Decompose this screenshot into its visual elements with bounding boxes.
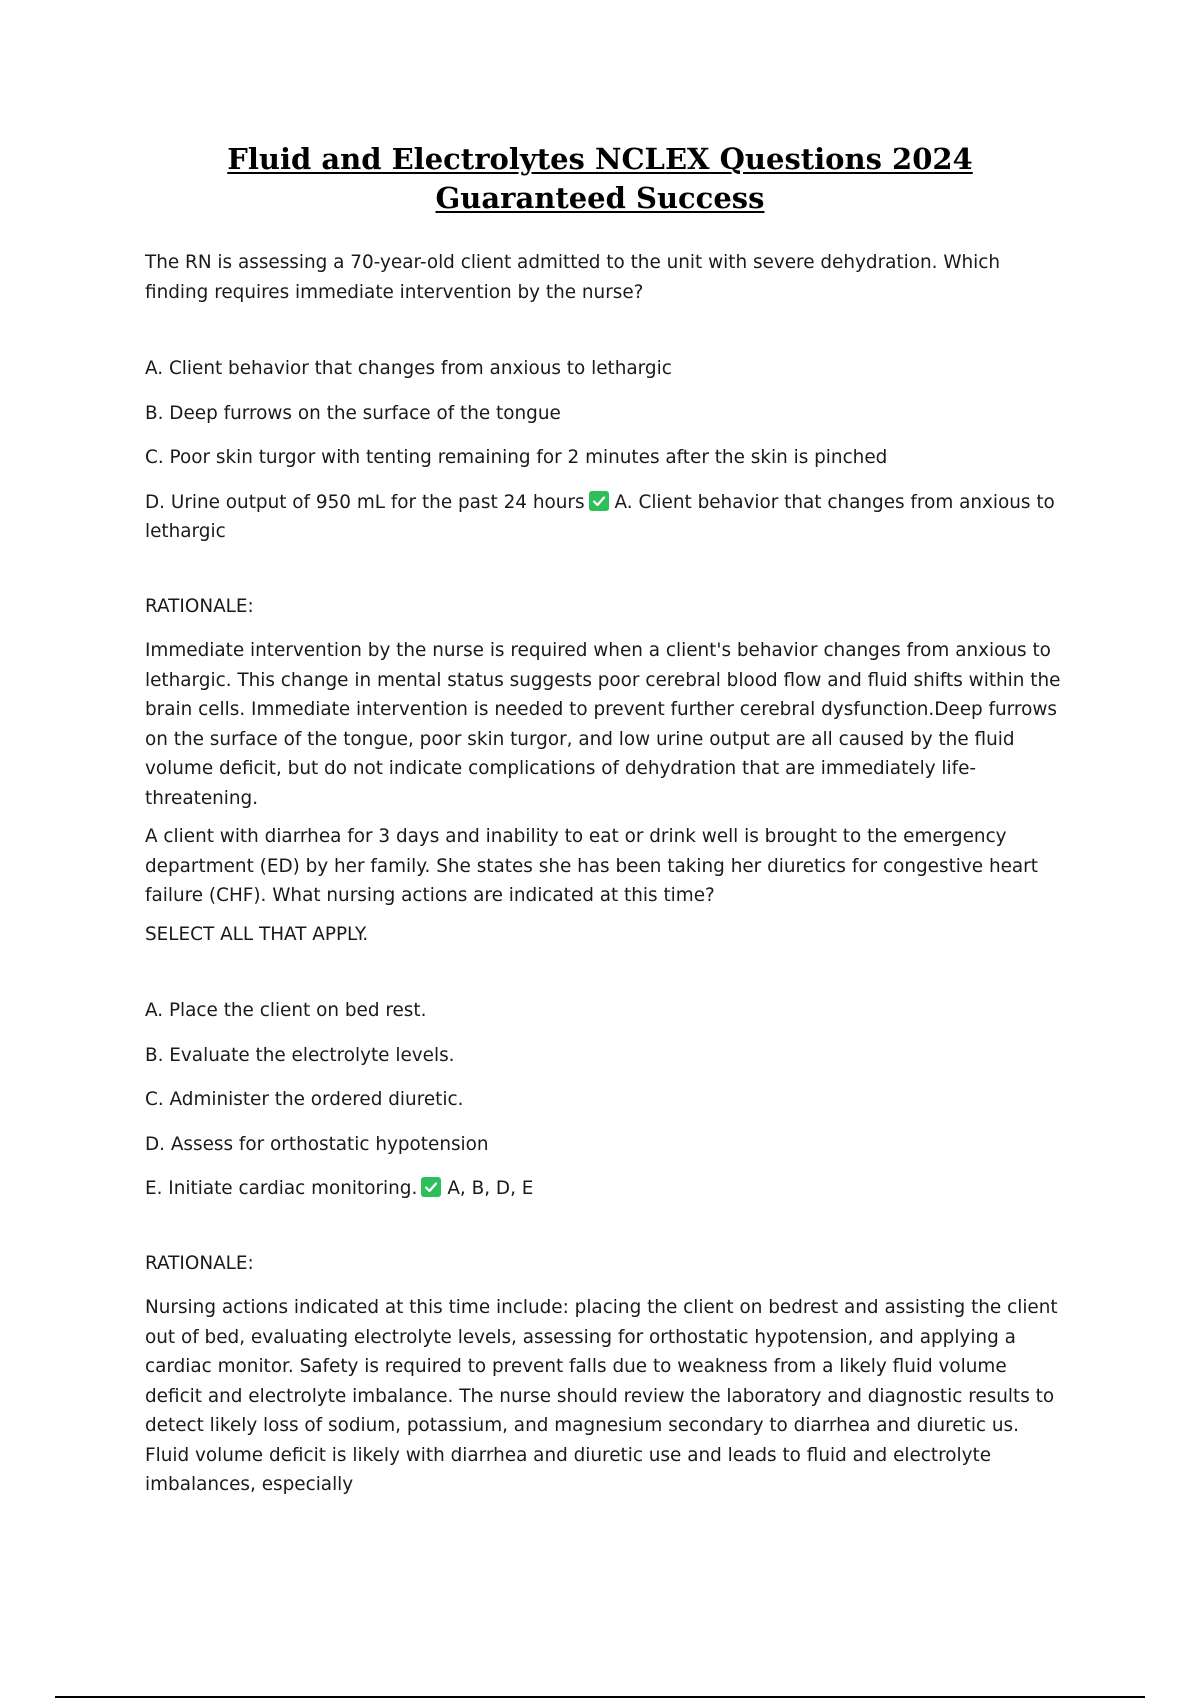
question-2-rationale: Nursing actions indicated at this time include: placing the client on bedrest and assisting the client out of bed, evaluating electrolyte levels, assessing for orthostatic hypotension, and applying a cardiac monitor. Safety is required to prevent falls due to weakness from a likely fluid volume deficit and electrolyte imbalance. The nurse should review the laboratory and diagnostic results to detect likely loss of sodium, potassium, and magnesium secondary to diarrhea and diuretic us. Fluid volume deficit is likely with diarrhea and diuretic use and leads to fluid and electrolyte imbalances, especially bbox=[145, 1297, 1058, 1495]
question-1-option-a: A. Client behavior that changes from anxious to lethargic bbox=[145, 358, 672, 379]
footer-divider bbox=[55, 1696, 1145, 1698]
question-1-option-b: B. Deep furrows on the surface of the tongue bbox=[145, 402, 561, 424]
question-1-stem: The RN is assessing a 70-year-old client admitted to the unit with severe dehydration. Which finding requires immediate intervention by the nurse? bbox=[145, 252, 1001, 303]
question-2-option-e: E. Initiate cardiac monitoring. bbox=[145, 1178, 418, 1199]
question-1-option-d: D. Urine output of 950 mL for the past 24 hours bbox=[145, 491, 585, 513]
question-2-option-e-line bbox=[145, 1174, 1065, 1204]
question-1-option-d-line bbox=[145, 488, 1065, 547]
question-2-option-d: D. Assess for orthostatic hypotension bbox=[145, 1133, 489, 1155]
question-2-rationale-label: RATIONALE: bbox=[145, 1252, 254, 1274]
check-mark-icon bbox=[421, 1177, 441, 1197]
question-1-rationale-label: RATIONALE: bbox=[145, 595, 254, 617]
question-2-instruction: SELECT ALL THAT APPLY. bbox=[145, 923, 369, 945]
document-title: Fluid and Electrolytes NCLEX Questions 2024 Guaranteed Success bbox=[227, 142, 973, 215]
question-1-answer: A. Client behavior that changes from anxious to lethargic bbox=[145, 491, 1055, 542]
check-mark-icon bbox=[589, 491, 609, 511]
question-1-option-c: C. Poor skin turgor with tenting remaining for 2 minutes after the skin is pinched bbox=[145, 447, 888, 468]
question-1-rationale: Immediate intervention by the nurse is required when a client's behavior changes from anxious to lethargic. This change in mental status suggests poor cerebral blood flow and fluid shifts within the brain cells. Immediate intervention is needed to prevent further cerebral dysfunction.Deep furrows on the surface of the tongue, poor skin turgor, and low urine output are all caused by the fluid volume deficit, but do not indicate complications of dehydration that are immediately life-threatening. bbox=[145, 640, 1061, 809]
document-body bbox=[145, 248, 1065, 1509]
question-2-answer: A, B, D, E bbox=[447, 1178, 534, 1199]
question-2-option-c: C. Administer the ordered diuretic. bbox=[145, 1089, 464, 1110]
question-2-stem: A client with diarrhea for 3 days and inability to eat or drink well is brought to the emergency department (ED) by her family. She states she has been taking her diuretics for congestive heart failure (CHF). What nursing actions are indicated at this time? bbox=[145, 826, 1038, 906]
question-2-option-b: B. Evaluate the electrolyte levels. bbox=[145, 1044, 455, 1066]
question-2-option-a: A. Place the client on bed rest. bbox=[145, 1000, 427, 1021]
